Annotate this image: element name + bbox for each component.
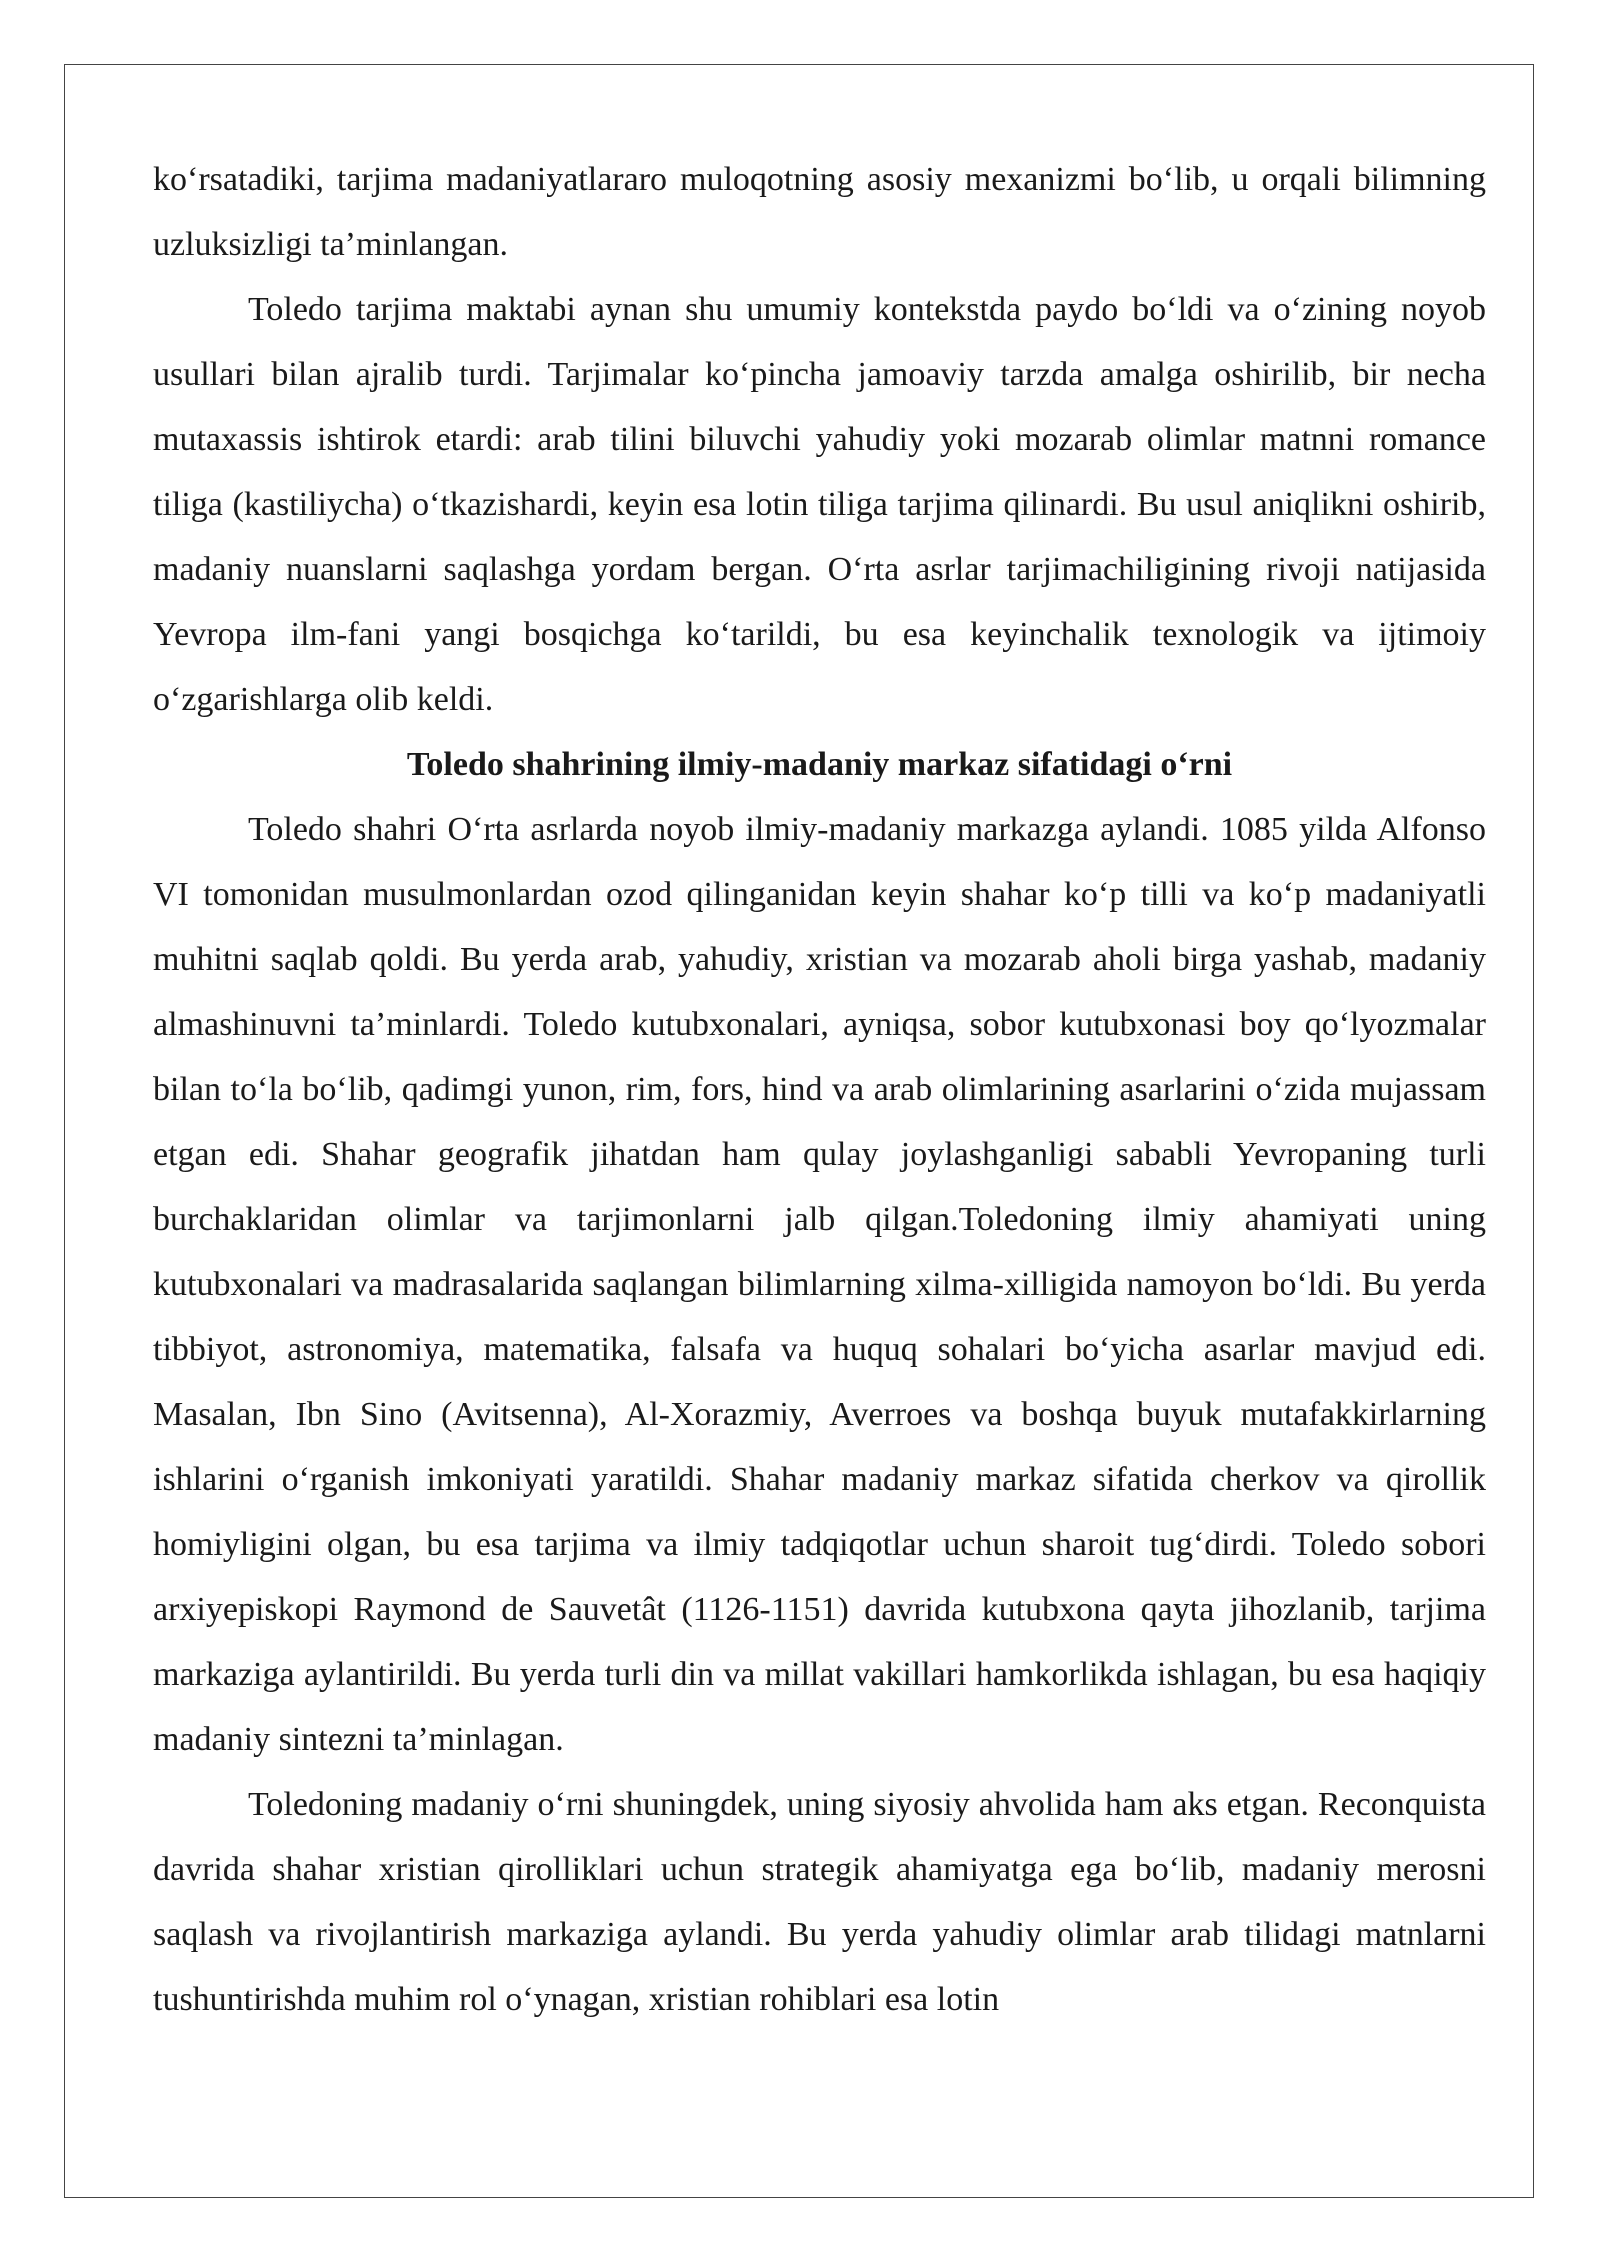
paragraph-toledo-city: Toledo shahri O‘rta asrlarda noyob ilmiy-madaniy markazga aylandi. 1085 yilda Alfonso VI tomonidan musulmonlardan ozod qilinganidan keyin shahar ko‘p tilli va ko‘p madaniyatli muhitni saqlab qoldi. Bu yerda arab, yahudiy, xristian va mozarab aholi birga yashab, madaniy almashinuvni ta’minlardi. Toledo kutubxonalari, ayniqsa, sobor kutubxonasi boy qo‘lyozmalar bilan to‘la bo‘lib, qadimgi yunon, rim, fors, hind va arab olimlarining asarlarini o‘zida mujassam etgan edi. Shahar geografik jihatdan ham qulay joylashganligi sababli Yevropaning turli burchaklaridan olimlar va tarjimonlarni jalb qilgan.Toledoning ilmiy ahamiyati uning kutubxonalari va madrasalarida saqlangan bilimlarning xilma-xilligida namoyon bo‘ldi. Bu yerda tibbiyot, astronomiya, matematika, falsafa va huquq sohalari bo‘yicha asarlar mavjud edi. Masalan, Ibn Sino (Avitsenna), Al-Xorazmiy, Averroes va boshqa buyuk mutafakkirlarning ishlarini o‘rganish imkoniyati yaratildi. Shahar madaniy markaz sifatida cherkov va qirollik homiyligini olgan, bu esa tarjima va ilmiy tadqiqotlar uchun sharoit tug‘dirdi. Toledo sobori arxiyepiskopi Raymond de Sauvetât (1126-1151) davrida kutubxona qayta jihozlanib, tarjima markaziga aylantirildi. Bu yerda turli din va millat vakillari hamkorlikda ishlagan, bu esa haqiqiy madaniy sintezni ta’minlagan.: [153, 811, 1486, 1758]
paragraph-toledo-school: Toledo tarjima maktabi aynan shu umumiy kontekstda paydo bo‘ldi va o‘zining noyob usullari bilan ajralib turdi. Tarjimalar ko‘pincha jamoaviy tarzda amalga oshirilib, bir necha mutaxassis ishtirok etardi: arab tilini biluvchi yahudiy yoki mozarab olimlar matnni romance tiliga (kastiliycha) o‘tkazishardi, keyin esa lotin tiliga tarjima qilinardi. Bu usul aniqlikni oshirib, madaniy nuanslarni saqlashga yordam bergan. O‘rta asrlar tarjimachiligining rivoji natijasida Yevropa ilm-fani yangi bosqichga ko‘tarildi, bu esa keyinchalik texnologik va ijtimoiy o‘zgarishlarga olib keldi.: [153, 291, 1486, 718]
paragraph-toledo-political: Toledoning madaniy o‘rni shuningdek, uning siyosiy ahvolida ham aks etgan. Reconquista davrida shahar xristian qirolliklari uchun strategik ahamiyatga ega bo‘lib, madaniy merosni saqlash va rivojlantirish markaziga aylandi. Bu yerda yahudiy olimlar arab tilidagi matnlarni tushuntirishda muhim rol o‘ynagan, xristian rohiblari esa lotin: [153, 1786, 1486, 2018]
section-heading: Toledo shahrining ilmiy-madaniy markaz sifatidagi o‘rni: [406, 746, 1233, 783]
document-body: [153, 147, 1486, 2032]
paragraph-continuation: ko‘rsatadiki, tarjima madaniyatlararo muloqotning asosiy mexanizmi bo‘lib, u orqali bilimning uzluksizligi ta’minlangan.: [153, 161, 1486, 263]
